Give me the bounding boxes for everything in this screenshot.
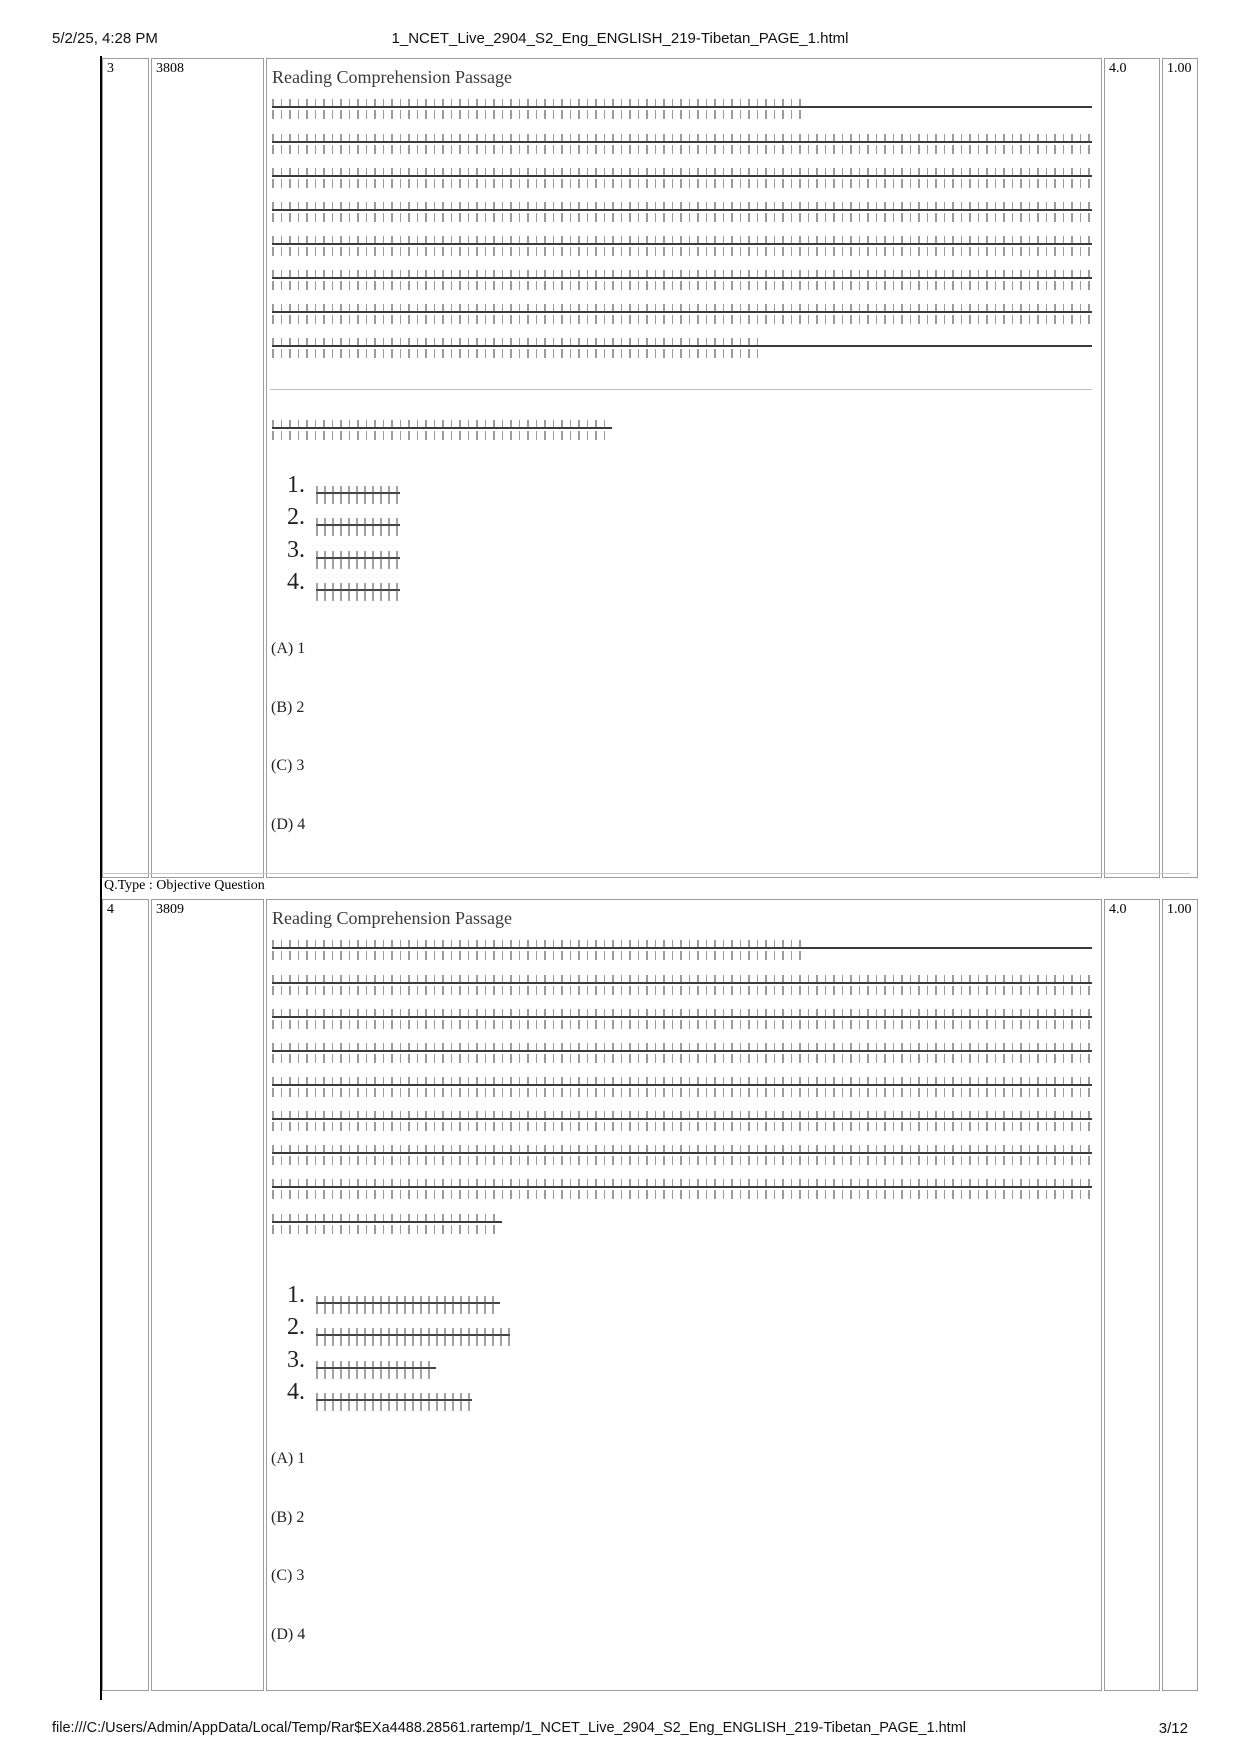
- question-type-label: Q.Type : Objective Question: [104, 878, 265, 893]
- option-number: 4.: [287, 1379, 305, 1405]
- print-page-indicator: 3/12: [1158, 1720, 1188, 1737]
- question-id: 3808: [156, 61, 184, 76]
- serial-number: 4: [107, 902, 114, 917]
- answer-choice-c[interactable]: (C) 3: [271, 757, 305, 774]
- print-file-path: file:///C:/Users/Admin/AppData/Local/Temp/Rar$EXa4488.28561.rartemp/1_NCET_Live_2904_S2_Eng_ENGLISH_219-Tibetan_PAGE_1.html: [52, 1720, 967, 1736]
- serial-number: 3: [107, 61, 114, 76]
- serial-cell: [102, 899, 149, 1691]
- passage-divider: [270, 389, 1092, 390]
- option-number: 4.: [287, 569, 305, 595]
- marks-cell: [1104, 58, 1160, 878]
- marks-value: 4.0: [1109, 902, 1127, 917]
- option-number: 2.: [287, 504, 305, 530]
- option-number: 3.: [287, 537, 305, 563]
- question-id-cell: [151, 899, 264, 1691]
- print-footer: [52, 1720, 1188, 1742]
- answer-choice-b[interactable]: (B) 2: [271, 699, 305, 716]
- answer-choice-d[interactable]: (D) 4: [271, 1626, 306, 1643]
- negative-marks-value: 1.00: [1167, 61, 1192, 76]
- answer-choice-d[interactable]: (D) 4: [271, 816, 306, 833]
- answer-choice-a[interactable]: (A) 1: [271, 640, 306, 657]
- row-separator: [102, 873, 1190, 874]
- serial-cell: [102, 58, 149, 878]
- option-number: 2.: [287, 1314, 305, 1340]
- answer-choice-b[interactable]: (B) 2: [271, 1509, 305, 1526]
- question-id: 3809: [156, 902, 184, 917]
- print-page-title: 1_NCET_Live_2904_S2_Eng_ENGLISH_219-Tibetan_PAGE_1.html: [391, 30, 849, 47]
- option-number: 3.: [287, 1347, 305, 1373]
- negative-marks-cell: [1162, 899, 1198, 1691]
- marks-value: 4.0: [1109, 61, 1127, 76]
- marks-cell: [1104, 899, 1160, 1691]
- question-id-cell: [151, 58, 264, 878]
- answer-choice-c[interactable]: (C) 3: [271, 1567, 305, 1584]
- answer-choice-a[interactable]: (A) 1: [271, 1450, 306, 1467]
- negative-marks-cell: [1162, 58, 1198, 878]
- passage-heading: Reading Comprehension Passage: [272, 67, 512, 87]
- option-number: 1.: [287, 472, 305, 498]
- passage-heading: Reading Comprehension Passage: [272, 908, 512, 928]
- option-number: 1.: [287, 1282, 305, 1308]
- print-datetime: 5/2/25, 4:28 PM: [52, 30, 158, 47]
- print-header: [52, 30, 1188, 52]
- negative-marks-value: 1.00: [1167, 902, 1192, 917]
